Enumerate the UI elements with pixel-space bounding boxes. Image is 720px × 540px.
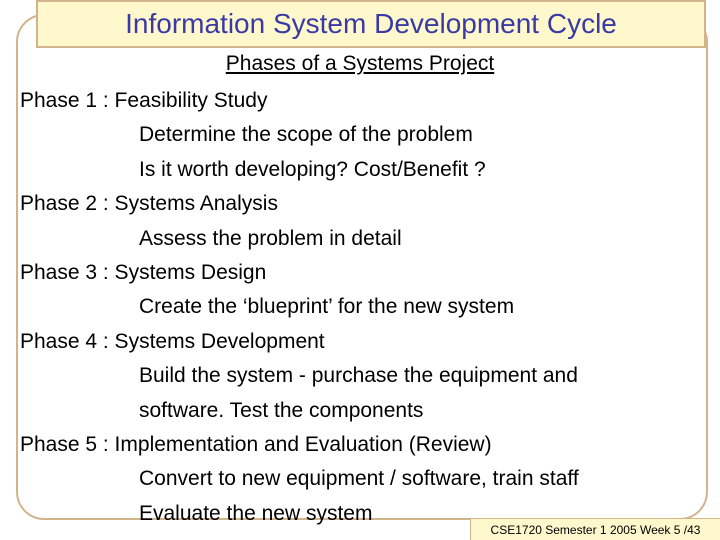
phase-5-detail: Evaluate the new system	[139, 501, 373, 525]
phase-2-detail: Assess the problem in detail	[139, 226, 402, 250]
phase-4-detail: Build the system - purchase the equipment and	[139, 364, 578, 388]
slide-title: Information System Development Cycle	[125, 8, 617, 39]
phase-3-heading: Phase 3 : Systems Design	[20, 260, 267, 284]
slide-footer: CSE1720 Semester 1 2005 Week 5 /43	[470, 518, 720, 540]
phase-2-heading: Phase 2 : Systems Analysis	[20, 192, 278, 216]
phase-1-heading: Phase 1 : Feasibility Study	[20, 89, 268, 112]
phase-5-detail: Convert to new equipment / software, train staff	[139, 467, 579, 491]
phase-3-detail: Create the ‘blueprint’ for the new system	[139, 295, 515, 319]
slide-subtitle: Phases of a Systems Project	[225, 52, 495, 75]
phase-1-detail: Is it worth developing? Cost/Benefit ?	[139, 157, 486, 181]
title-box	[36, 0, 706, 48]
phase-4-detail: software. Test the components	[139, 398, 424, 422]
phase-5-heading: Phase 5 : Implementation and Evaluation (Review)	[20, 432, 492, 456]
phase-1-detail: Determine the scope of the problem	[139, 123, 473, 147]
phase-4-heading: Phase 4 : Systems Development	[20, 329, 325, 353]
phase-list	[0, 84, 720, 531]
